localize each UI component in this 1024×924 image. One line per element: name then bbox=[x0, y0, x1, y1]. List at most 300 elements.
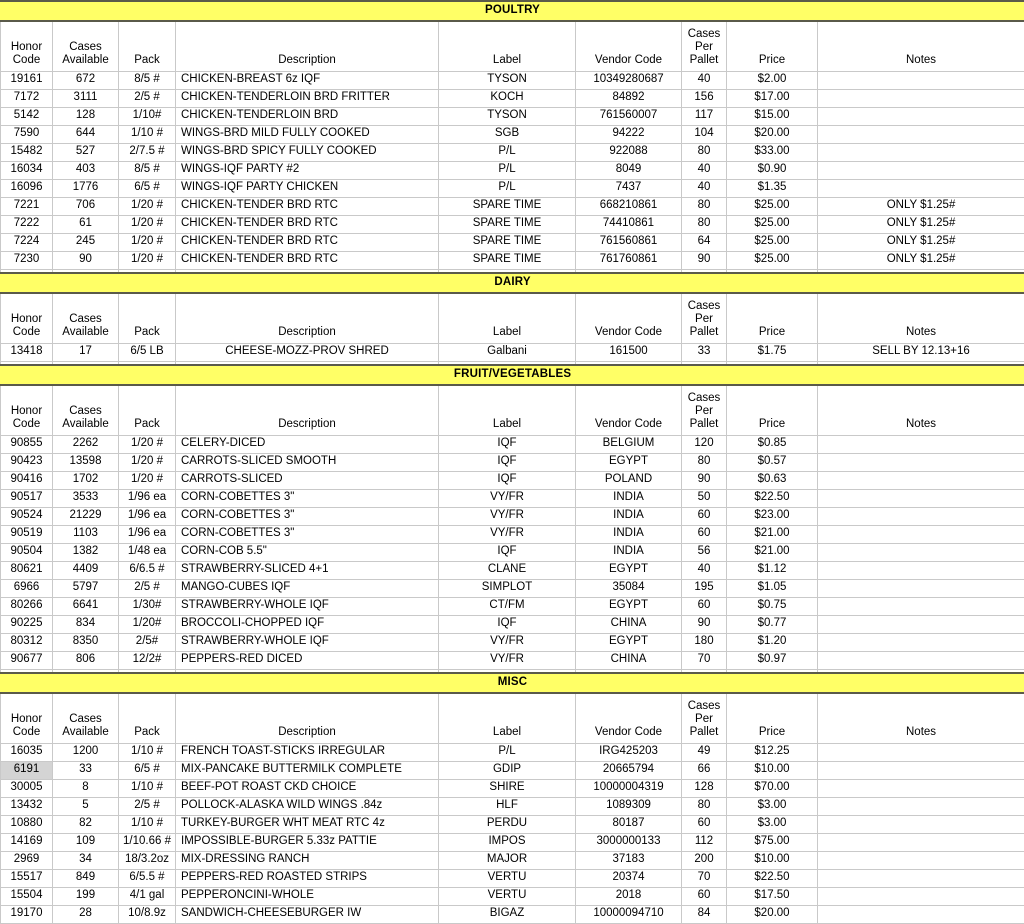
cell-notes[interactable] bbox=[818, 89, 1024, 107]
cell-cases-per-pallet[interactable]: 195 bbox=[682, 579, 727, 597]
cell-cases-available[interactable]: 82 bbox=[53, 815, 119, 833]
cell-description[interactable]: WINGS-BRD SPICY FULLY COOKED bbox=[176, 143, 439, 161]
cell-description[interactable]: CHICKEN-TENDERLOIN BRD FRITTER bbox=[176, 89, 439, 107]
cell-label[interactable]: IQF bbox=[439, 615, 576, 633]
cell-notes[interactable] bbox=[818, 815, 1024, 833]
cell-description[interactable]: CHEESE-MOZZ-PROV SHRED bbox=[176, 343, 439, 361]
cell-label[interactable]: P/L bbox=[439, 143, 576, 161]
cell-cases-available[interactable]: 90 bbox=[53, 251, 119, 269]
cell-description[interactable]: BROCCOLI-CHOPPED IQF bbox=[176, 615, 439, 633]
cell-cases-available[interactable]: 28 bbox=[53, 905, 119, 923]
cell-pack[interactable]: 18/3.2oz bbox=[119, 851, 176, 869]
cell-cases-per-pallet[interactable]: 80 bbox=[682, 197, 727, 215]
cell-cases-available[interactable]: 2262 bbox=[53, 435, 119, 453]
cell-cases-available[interactable]: 3533 bbox=[53, 489, 119, 507]
cell-cases-available[interactable]: 1103 bbox=[53, 525, 119, 543]
cell-honor-code[interactable]: 19161 bbox=[1, 71, 53, 89]
cell-cases-per-pallet[interactable]: 40 bbox=[682, 179, 727, 197]
cell-cases-per-pallet[interactable]: 40 bbox=[682, 161, 727, 179]
cell-cases-available[interactable]: 3111 bbox=[53, 89, 119, 107]
cell-notes[interactable] bbox=[818, 851, 1024, 869]
cell-description[interactable]: WINGS-IQF PARTY #2 bbox=[176, 161, 439, 179]
cell-cases-per-pallet[interactable]: 60 bbox=[682, 525, 727, 543]
cell-label[interactable]: TYSON bbox=[439, 107, 576, 125]
cell-label[interactable]: KOCH bbox=[439, 89, 576, 107]
cell-description[interactable]: CHICKEN-TENDER BRD RTC bbox=[176, 233, 439, 251]
cell-cases-per-pallet[interactable]: 80 bbox=[682, 215, 727, 233]
cell-pack[interactable]: 1/96 ea bbox=[119, 525, 176, 543]
cell-cases-available[interactable]: 1382 bbox=[53, 543, 119, 561]
cell-cases-available[interactable]: 1702 bbox=[53, 471, 119, 489]
cell-price[interactable]: $0.57 bbox=[727, 453, 818, 471]
cell-vendor-code[interactable]: 1089309 bbox=[576, 797, 682, 815]
cell-cases-available[interactable]: 806 bbox=[53, 651, 119, 669]
cell-pack[interactable]: 1/20 # bbox=[119, 435, 176, 453]
cell-honor-code[interactable]: 90416 bbox=[1, 471, 53, 489]
cell-vendor-code[interactable]: CHINA bbox=[576, 651, 682, 669]
cell-cases-available[interactable]: 706 bbox=[53, 197, 119, 215]
cell-cases-available[interactable]: 5 bbox=[53, 797, 119, 815]
cell-description[interactable]: MIX-PANCAKE BUTTERMILK COMPLETE bbox=[176, 761, 439, 779]
cell-vendor-code[interactable]: POLAND bbox=[576, 471, 682, 489]
cell-pack[interactable]: 1/10 # bbox=[119, 743, 176, 761]
cell-description[interactable]: PEPPERS-RED ROASTED STRIPS bbox=[176, 869, 439, 887]
cell-description[interactable]: STRAWBERRY-WHOLE IQF bbox=[176, 597, 439, 615]
cell-price[interactable]: $22.50 bbox=[727, 869, 818, 887]
cell-notes[interactable]: ONLY $1.25# bbox=[818, 215, 1024, 233]
cell-vendor-code[interactable]: EGYPT bbox=[576, 453, 682, 471]
cell-cases-per-pallet[interactable]: 90 bbox=[682, 615, 727, 633]
cell-cases-per-pallet[interactable]: 120 bbox=[682, 435, 727, 453]
cell-pack[interactable]: 1/96 ea bbox=[119, 507, 176, 525]
cell-description[interactable]: CELERY-DICED bbox=[176, 435, 439, 453]
cell-vendor-code[interactable]: 922088 bbox=[576, 143, 682, 161]
cell-label[interactable]: HLF bbox=[439, 797, 576, 815]
cell-cases-per-pallet[interactable]: 80 bbox=[682, 453, 727, 471]
cell-honor-code[interactable]: 16096 bbox=[1, 179, 53, 197]
cell-honor-code[interactable]: 7172 bbox=[1, 89, 53, 107]
cell-price[interactable]: $75.00 bbox=[727, 833, 818, 851]
cell-description[interactable]: IMPOSSIBLE-BURGER 5.33z PATTIE bbox=[176, 833, 439, 851]
cell-cases-available[interactable]: 403 bbox=[53, 161, 119, 179]
cell-honor-code[interactable]: 16034 bbox=[1, 161, 53, 179]
cell-cases-available[interactable]: 834 bbox=[53, 615, 119, 633]
cell-vendor-code[interactable]: 10349280687 bbox=[576, 71, 682, 89]
cell-pack[interactable]: 6/6.5 # bbox=[119, 561, 176, 579]
cell-cases-available[interactable]: 199 bbox=[53, 887, 119, 905]
cell-pack[interactable]: 12/2# bbox=[119, 651, 176, 669]
cell-honor-code[interactable]: 7222 bbox=[1, 215, 53, 233]
cell-honor-code-selected[interactable]: 6191 bbox=[1, 761, 53, 779]
cell-pack[interactable]: 1/20 # bbox=[119, 215, 176, 233]
cell-honor-code[interactable]: 80621 bbox=[1, 561, 53, 579]
cell-cases-available[interactable]: 4409 bbox=[53, 561, 119, 579]
cell-honor-code[interactable]: 19170 bbox=[1, 905, 53, 923]
cell-honor-code[interactable]: 15504 bbox=[1, 887, 53, 905]
cell-cases-per-pallet[interactable]: 49 bbox=[682, 743, 727, 761]
cell-notes[interactable] bbox=[818, 543, 1024, 561]
cell-cases-available[interactable]: 849 bbox=[53, 869, 119, 887]
cell-honor-code[interactable]: 7590 bbox=[1, 125, 53, 143]
cell-notes[interactable] bbox=[818, 579, 1024, 597]
cell-notes[interactable] bbox=[818, 179, 1024, 197]
cell-description[interactable]: SANDWICH-CHEESEBURGER IW bbox=[176, 905, 439, 923]
cell-description[interactable]: STRAWBERRY-SLICED 4+1 bbox=[176, 561, 439, 579]
cell-label[interactable]: CLANE bbox=[439, 561, 576, 579]
cell-cases-available[interactable]: 61 bbox=[53, 215, 119, 233]
cell-label[interactable]: Galbani bbox=[439, 343, 576, 361]
cell-cases-per-pallet[interactable]: 60 bbox=[682, 815, 727, 833]
cell-vendor-code[interactable]: EGYPT bbox=[576, 597, 682, 615]
cell-price[interactable]: $25.00 bbox=[727, 233, 818, 251]
cell-price[interactable]: $1.35 bbox=[727, 179, 818, 197]
cell-notes[interactable] bbox=[818, 887, 1024, 905]
cell-cases-available[interactable]: 128 bbox=[53, 107, 119, 125]
cell-pack[interactable]: 1/48 ea bbox=[119, 543, 176, 561]
cell-pack[interactable]: 4/1 gal bbox=[119, 887, 176, 905]
cell-vendor-code[interactable]: 8049 bbox=[576, 161, 682, 179]
cell-vendor-code[interactable]: IRG425203 bbox=[576, 743, 682, 761]
cell-cases-available[interactable]: 527 bbox=[53, 143, 119, 161]
cell-cases-per-pallet[interactable]: 40 bbox=[682, 561, 727, 579]
cell-vendor-code[interactable]: 84892 bbox=[576, 89, 682, 107]
cell-pack[interactable]: 1/10 # bbox=[119, 815, 176, 833]
cell-pack[interactable]: 1/10.66 # bbox=[119, 833, 176, 851]
cell-description[interactable]: CARROTS-SLICED bbox=[176, 471, 439, 489]
cell-description[interactable]: CORN-COB 5.5" bbox=[176, 543, 439, 561]
cell-description[interactable]: MIX-DRESSING RANCH bbox=[176, 851, 439, 869]
cell-price[interactable]: $20.00 bbox=[727, 125, 818, 143]
cell-pack[interactable]: 2/5 # bbox=[119, 89, 176, 107]
cell-price[interactable]: $21.00 bbox=[727, 525, 818, 543]
cell-honor-code[interactable]: 13432 bbox=[1, 797, 53, 815]
cell-pack[interactable]: 2/5# bbox=[119, 633, 176, 651]
cell-notes[interactable] bbox=[818, 743, 1024, 761]
cell-notes[interactable]: SELL BY 12.13+16 bbox=[818, 343, 1024, 361]
cell-label[interactable]: CT/FM bbox=[439, 597, 576, 615]
cell-notes[interactable]: ONLY $1.25# bbox=[818, 233, 1024, 251]
cell-vendor-code[interactable]: CHINA bbox=[576, 615, 682, 633]
cell-description[interactable]: CHICKEN-BREAST 6z IQF bbox=[176, 71, 439, 89]
cell-pack[interactable]: 1/10 # bbox=[119, 779, 176, 797]
cell-notes[interactable] bbox=[818, 489, 1024, 507]
cell-label[interactable]: VERTU bbox=[439, 869, 576, 887]
cell-cases-per-pallet[interactable]: 80 bbox=[682, 143, 727, 161]
cell-description[interactable]: PEPPERS-RED DICED bbox=[176, 651, 439, 669]
cell-price[interactable]: $22.50 bbox=[727, 489, 818, 507]
cell-label[interactable]: IQF bbox=[439, 471, 576, 489]
cell-pack[interactable]: 1/30# bbox=[119, 597, 176, 615]
cell-vendor-code[interactable]: 161500 bbox=[576, 343, 682, 361]
cell-pack[interactable]: 2/5 # bbox=[119, 797, 176, 815]
cell-description[interactable]: CHICKEN-TENDER BRD RTC bbox=[176, 197, 439, 215]
cell-price[interactable]: $0.63 bbox=[727, 471, 818, 489]
cell-description[interactable]: CORN-COBETTES 3" bbox=[176, 489, 439, 507]
cell-honor-code[interactable]: 90225 bbox=[1, 615, 53, 633]
cell-description[interactable]: TURKEY-BURGER WHT MEAT RTC 4z bbox=[176, 815, 439, 833]
cell-price[interactable]: $17.00 bbox=[727, 89, 818, 107]
cell-honor-code[interactable]: 14169 bbox=[1, 833, 53, 851]
cell-label[interactable]: P/L bbox=[439, 161, 576, 179]
cell-price[interactable]: $10.00 bbox=[727, 851, 818, 869]
cell-pack[interactable]: 1/10# bbox=[119, 107, 176, 125]
cell-notes[interactable] bbox=[818, 507, 1024, 525]
cell-cases-available[interactable]: 17 bbox=[53, 343, 119, 361]
cell-cases-per-pallet[interactable]: 117 bbox=[682, 107, 727, 125]
cell-price[interactable]: $10.00 bbox=[727, 761, 818, 779]
cell-cases-per-pallet[interactable]: 80 bbox=[682, 797, 727, 815]
cell-vendor-code[interactable]: 761560007 bbox=[576, 107, 682, 125]
cell-pack[interactable]: 6/5.5 # bbox=[119, 869, 176, 887]
cell-label[interactable]: VY/FR bbox=[439, 489, 576, 507]
cell-pack[interactable]: 2/5 # bbox=[119, 579, 176, 597]
cell-cases-available[interactable]: 33 bbox=[53, 761, 119, 779]
cell-label[interactable]: SIMPLOT bbox=[439, 579, 576, 597]
cell-price[interactable]: $3.00 bbox=[727, 815, 818, 833]
cell-vendor-code[interactable]: 80187 bbox=[576, 815, 682, 833]
cell-price[interactable]: $17.50 bbox=[727, 887, 818, 905]
cell-label[interactable]: SHIRE bbox=[439, 779, 576, 797]
cell-description[interactable]: CARROTS-SLICED SMOOTH bbox=[176, 453, 439, 471]
cell-pack[interactable]: 1/20 # bbox=[119, 471, 176, 489]
cell-description[interactable]: FRENCH TOAST-STICKS IRREGULAR bbox=[176, 743, 439, 761]
cell-vendor-code[interactable]: 74410861 bbox=[576, 215, 682, 233]
cell-notes[interactable] bbox=[818, 615, 1024, 633]
cell-description[interactable]: PEPPERONCINI-WHOLE bbox=[176, 887, 439, 905]
cell-description[interactable]: CHICKEN-TENDER BRD RTC bbox=[176, 215, 439, 233]
cell-honor-code[interactable]: 6966 bbox=[1, 579, 53, 597]
cell-price[interactable]: $0.77 bbox=[727, 615, 818, 633]
cell-price[interactable]: $1.20 bbox=[727, 633, 818, 651]
cell-notes[interactable]: ONLY $1.25# bbox=[818, 251, 1024, 269]
cell-cases-per-pallet[interactable]: 104 bbox=[682, 125, 727, 143]
cell-notes[interactable] bbox=[818, 453, 1024, 471]
cell-vendor-code[interactable]: 7437 bbox=[576, 179, 682, 197]
cell-price[interactable]: $0.75 bbox=[727, 597, 818, 615]
cell-pack[interactable]: 8/5 # bbox=[119, 161, 176, 179]
cell-vendor-code[interactable]: 3000000133 bbox=[576, 833, 682, 851]
cell-price[interactable]: $0.90 bbox=[727, 161, 818, 179]
cell-honor-code[interactable]: 80312 bbox=[1, 633, 53, 651]
cell-cases-per-pallet[interactable]: 40 bbox=[682, 71, 727, 89]
cell-price[interactable]: $23.00 bbox=[727, 507, 818, 525]
cell-cases-per-pallet[interactable]: 180 bbox=[682, 633, 727, 651]
cell-vendor-code[interactable]: 668210861 bbox=[576, 197, 682, 215]
cell-cases-per-pallet[interactable]: 70 bbox=[682, 869, 727, 887]
cell-cases-available[interactable]: 672 bbox=[53, 71, 119, 89]
cell-pack[interactable]: 1/96 ea bbox=[119, 489, 176, 507]
cell-vendor-code[interactable]: INDIA bbox=[576, 525, 682, 543]
cell-vendor-code[interactable]: INDIA bbox=[576, 507, 682, 525]
cell-pack[interactable]: 1/20 # bbox=[119, 197, 176, 215]
cell-label[interactable]: VY/FR bbox=[439, 651, 576, 669]
cell-cases-available[interactable]: 13598 bbox=[53, 453, 119, 471]
cell-cases-available[interactable]: 8350 bbox=[53, 633, 119, 651]
cell-honor-code[interactable]: 16035 bbox=[1, 743, 53, 761]
cell-pack[interactable]: 8/5 # bbox=[119, 71, 176, 89]
cell-cases-per-pallet[interactable]: 60 bbox=[682, 597, 727, 615]
cell-honor-code[interactable]: 90504 bbox=[1, 543, 53, 561]
cell-notes[interactable] bbox=[818, 71, 1024, 89]
cell-description[interactable]: WINGS-BRD MILD FULLY COOKED bbox=[176, 125, 439, 143]
cell-cases-available[interactable]: 1776 bbox=[53, 179, 119, 197]
cell-label[interactable]: SGB bbox=[439, 125, 576, 143]
cell-cases-per-pallet[interactable]: 33 bbox=[682, 343, 727, 361]
cell-vendor-code[interactable]: 2018 bbox=[576, 887, 682, 905]
cell-notes[interactable] bbox=[818, 779, 1024, 797]
cell-vendor-code[interactable]: EGYPT bbox=[576, 633, 682, 651]
cell-price[interactable]: $20.00 bbox=[727, 905, 818, 923]
cell-price[interactable]: $1.05 bbox=[727, 579, 818, 597]
cell-notes[interactable] bbox=[818, 797, 1024, 815]
cell-cases-per-pallet[interactable]: 66 bbox=[682, 761, 727, 779]
cell-honor-code[interactable]: 7230 bbox=[1, 251, 53, 269]
cell-label[interactable]: VERTU bbox=[439, 887, 576, 905]
cell-honor-code[interactable]: 7221 bbox=[1, 197, 53, 215]
cell-price[interactable]: $12.25 bbox=[727, 743, 818, 761]
cell-cases-per-pallet[interactable]: 70 bbox=[682, 651, 727, 669]
cell-cases-per-pallet[interactable]: 90 bbox=[682, 471, 727, 489]
cell-cases-per-pallet[interactable]: 56 bbox=[682, 543, 727, 561]
cell-cases-available[interactable]: 1200 bbox=[53, 743, 119, 761]
cell-price[interactable]: $0.85 bbox=[727, 435, 818, 453]
cell-pack[interactable]: 1/20# bbox=[119, 615, 176, 633]
cell-notes[interactable] bbox=[818, 761, 1024, 779]
cell-pack[interactable]: 1/20 # bbox=[119, 251, 176, 269]
cell-notes[interactable] bbox=[818, 125, 1024, 143]
cell-honor-code[interactable]: 30005 bbox=[1, 779, 53, 797]
cell-vendor-code[interactable]: BELGIUM bbox=[576, 435, 682, 453]
cell-label[interactable]: P/L bbox=[439, 743, 576, 761]
cell-cases-per-pallet[interactable]: 60 bbox=[682, 507, 727, 525]
cell-price[interactable]: $3.00 bbox=[727, 797, 818, 815]
cell-cases-available[interactable]: 245 bbox=[53, 233, 119, 251]
cell-description[interactable]: CORN-COBETTES 3" bbox=[176, 507, 439, 525]
cell-vendor-code[interactable]: 20665794 bbox=[576, 761, 682, 779]
cell-honor-code[interactable]: 90423 bbox=[1, 453, 53, 471]
cell-honor-code[interactable]: 90517 bbox=[1, 489, 53, 507]
cell-label[interactable]: IQF bbox=[439, 453, 576, 471]
cell-notes[interactable] bbox=[818, 597, 1024, 615]
cell-cases-available[interactable]: 644 bbox=[53, 125, 119, 143]
cell-honor-code[interactable]: 13418 bbox=[1, 343, 53, 361]
cell-price[interactable]: $25.00 bbox=[727, 197, 818, 215]
cell-vendor-code[interactable]: 37183 bbox=[576, 851, 682, 869]
cell-notes[interactable] bbox=[818, 471, 1024, 489]
cell-notes[interactable] bbox=[818, 435, 1024, 453]
cell-price[interactable]: $70.00 bbox=[727, 779, 818, 797]
cell-cases-available[interactable]: 5797 bbox=[53, 579, 119, 597]
cell-notes[interactable] bbox=[818, 107, 1024, 125]
cell-price[interactable]: $2.00 bbox=[727, 71, 818, 89]
cell-label[interactable]: SPARE TIME bbox=[439, 251, 576, 269]
cell-label[interactable]: IMPOS bbox=[439, 833, 576, 851]
cell-price[interactable]: $25.00 bbox=[727, 215, 818, 233]
cell-vendor-code[interactable]: INDIA bbox=[576, 543, 682, 561]
cell-pack[interactable]: 6/5 # bbox=[119, 761, 176, 779]
cell-notes[interactable] bbox=[818, 161, 1024, 179]
cell-label[interactable]: VY/FR bbox=[439, 507, 576, 525]
cell-label[interactable]: SPARE TIME bbox=[439, 197, 576, 215]
cell-description[interactable]: CORN-COBETTES 3" bbox=[176, 525, 439, 543]
cell-vendor-code[interactable]: 10000004319 bbox=[576, 779, 682, 797]
cell-notes[interactable] bbox=[818, 651, 1024, 669]
cell-honor-code[interactable]: 7224 bbox=[1, 233, 53, 251]
cell-pack[interactable]: 1/20 # bbox=[119, 453, 176, 471]
cell-vendor-code[interactable]: 10000094710 bbox=[576, 905, 682, 923]
cell-cases-available[interactable]: 8 bbox=[53, 779, 119, 797]
cell-pack[interactable]: 1/20 # bbox=[119, 233, 176, 251]
cell-notes[interactable] bbox=[818, 905, 1024, 923]
cell-pack[interactable]: 1/10 # bbox=[119, 125, 176, 143]
cell-honor-code[interactable]: 90519 bbox=[1, 525, 53, 543]
cell-notes[interactable] bbox=[818, 561, 1024, 579]
cell-label[interactable]: MAJOR bbox=[439, 851, 576, 869]
cell-honor-code[interactable]: 80266 bbox=[1, 597, 53, 615]
cell-honor-code[interactable]: 5142 bbox=[1, 107, 53, 125]
cell-notes[interactable]: ONLY $1.25# bbox=[818, 197, 1024, 215]
cell-cases-per-pallet[interactable]: 84 bbox=[682, 905, 727, 923]
cell-cases-per-pallet[interactable]: 200 bbox=[682, 851, 727, 869]
cell-honor-code[interactable]: 2969 bbox=[1, 851, 53, 869]
cell-label[interactable]: SPARE TIME bbox=[439, 233, 576, 251]
cell-honor-code[interactable]: 10880 bbox=[1, 815, 53, 833]
cell-notes[interactable] bbox=[818, 633, 1024, 651]
cell-cases-per-pallet[interactable]: 156 bbox=[682, 89, 727, 107]
cell-vendor-code[interactable]: 35084 bbox=[576, 579, 682, 597]
cell-cases-available[interactable]: 21229 bbox=[53, 507, 119, 525]
cell-description[interactable]: WINGS-IQF PARTY CHICKEN bbox=[176, 179, 439, 197]
cell-label[interactable]: IQF bbox=[439, 435, 576, 453]
cell-vendor-code[interactable]: 94222 bbox=[576, 125, 682, 143]
cell-price[interactable]: $25.00 bbox=[727, 251, 818, 269]
cell-price[interactable]: $21.00 bbox=[727, 543, 818, 561]
cell-description[interactable]: STRAWBERRY-WHOLE IQF bbox=[176, 633, 439, 651]
cell-description[interactable]: CHICKEN-TENDERLOIN BRD bbox=[176, 107, 439, 125]
cell-cases-per-pallet[interactable]: 112 bbox=[682, 833, 727, 851]
cell-label[interactable]: BIGAZ bbox=[439, 905, 576, 923]
cell-pack[interactable]: 6/5 LB bbox=[119, 343, 176, 361]
cell-vendor-code[interactable]: EGYPT bbox=[576, 561, 682, 579]
cell-notes[interactable] bbox=[818, 525, 1024, 543]
cell-pack[interactable]: 6/5 # bbox=[119, 179, 176, 197]
cell-honor-code[interactable]: 15482 bbox=[1, 143, 53, 161]
cell-cases-per-pallet[interactable]: 90 bbox=[682, 251, 727, 269]
cell-label[interactable]: TYSON bbox=[439, 71, 576, 89]
cell-cases-per-pallet[interactable]: 128 bbox=[682, 779, 727, 797]
cell-honor-code[interactable]: 90855 bbox=[1, 435, 53, 453]
cell-honor-code[interactable]: 90677 bbox=[1, 651, 53, 669]
cell-vendor-code[interactable]: 20374 bbox=[576, 869, 682, 887]
cell-pack[interactable]: 2/7.5 # bbox=[119, 143, 176, 161]
cell-label[interactable]: IQF bbox=[439, 543, 576, 561]
cell-price[interactable]: $33.00 bbox=[727, 143, 818, 161]
cell-pack[interactable]: 10/8.9z bbox=[119, 905, 176, 923]
cell-label[interactable]: P/L bbox=[439, 179, 576, 197]
cell-label[interactable]: VY/FR bbox=[439, 633, 576, 651]
cell-vendor-code[interactable]: INDIA bbox=[576, 489, 682, 507]
cell-description[interactable]: MANGO-CUBES IQF bbox=[176, 579, 439, 597]
cell-price[interactable]: $1.75 bbox=[727, 343, 818, 361]
cell-cases-per-pallet[interactable]: 60 bbox=[682, 887, 727, 905]
cell-notes[interactable] bbox=[818, 143, 1024, 161]
cell-price[interactable]: $15.00 bbox=[727, 107, 818, 125]
cell-label[interactable]: SPARE TIME bbox=[439, 215, 576, 233]
cell-cases-available[interactable]: 34 bbox=[53, 851, 119, 869]
cell-description[interactable]: BEEF-POT ROAST CKD CHOICE bbox=[176, 779, 439, 797]
cell-cases-available[interactable]: 6641 bbox=[53, 597, 119, 615]
cell-notes[interactable] bbox=[818, 833, 1024, 851]
